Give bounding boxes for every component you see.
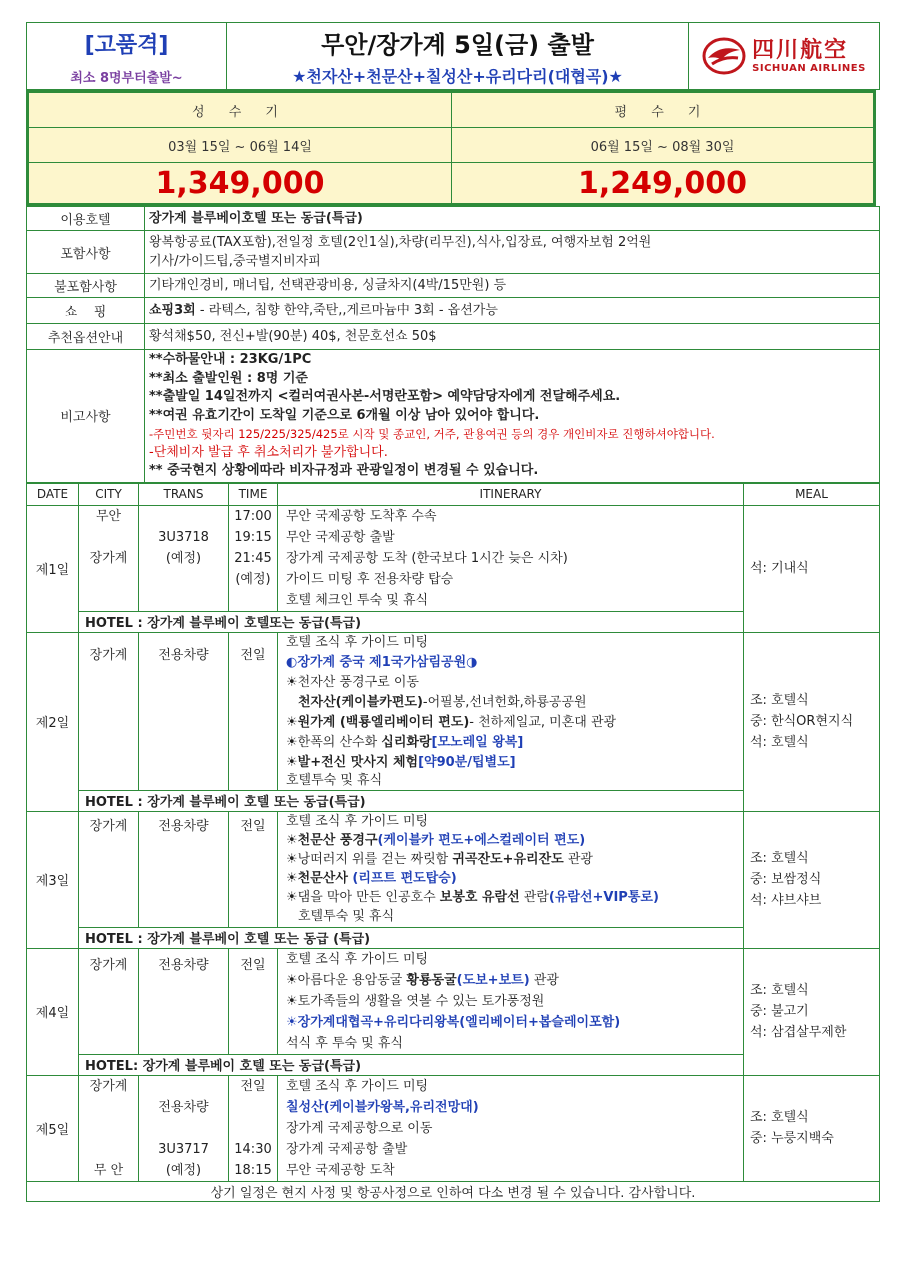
day1-meal: 석: 기내식 bbox=[750, 561, 809, 576]
day5-city-2: 무 안 bbox=[93, 1162, 124, 1178]
airline-name-en: SICHUAN AIRLINES bbox=[752, 62, 866, 74]
day2-item-5a: ☀원가계 (백룡엘리베이터 편도) bbox=[286, 714, 470, 730]
day2-hotel: HOTEL : 장가계 블루베이 호텔 또는 동급(특급) bbox=[79, 790, 744, 811]
day4-item-1: 호텔 조식 후 가이드 미팅 bbox=[286, 951, 429, 967]
day1-city-1: 무안 bbox=[95, 508, 122, 524]
day3-item-2b: (케이블카 편도+에스컬레이터 편도) bbox=[377, 832, 586, 848]
day1-time-2: 19:15 bbox=[234, 529, 272, 545]
note-passport-copy: **출발일 14일전까지 <컬러여권사본-서명란포함> 예약담당자에게 전달해주세요. bbox=[149, 389, 621, 404]
day5-time-3: 18:15 bbox=[234, 1162, 272, 1178]
day3-item-6: 호텔투숙 및 휴식 bbox=[298, 908, 395, 924]
day5-date: 제5일 bbox=[27, 1075, 79, 1181]
day5-item-3: 장가계 국제공항으로 이동 bbox=[286, 1120, 433, 1136]
off-season-price: 1,249,000 bbox=[452, 163, 875, 205]
airline-logo bbox=[689, 23, 880, 90]
day3-item-5b: 보봉호 유람선 bbox=[439, 889, 520, 905]
day3-item-3c: 관광 bbox=[563, 851, 593, 867]
note-regulation: ** 중국현지 상황에따라 비자규정과 관광일정이 변경될 수 있습니다. bbox=[149, 463, 539, 478]
day5-item-5: 무안 국제공항 도착 bbox=[286, 1162, 395, 1178]
page-subtitle: ★천자산+천문산+칠성산+유리다리(대협곡)★ bbox=[292, 67, 623, 86]
day2-item-1: 호텔 조식 후 가이드 미팅 bbox=[286, 634, 429, 650]
col-date: DATE bbox=[27, 483, 79, 505]
peak-season-price: 1,349,000 bbox=[28, 163, 452, 205]
day5-flight-note: (예정) bbox=[165, 1162, 202, 1178]
day4-item-4: ☀장가계대협곡+유리다리왕복(엘리베이터+봅슬레이포함) bbox=[286, 1014, 621, 1030]
day4-item-3: ☀토가족들의 생활을 엿볼 수 있는 토가풍정원 bbox=[286, 993, 545, 1009]
day1-item-3: 장가계 국제공항 도착 (한국보다 1시간 늦은 시차) bbox=[286, 550, 568, 566]
day3-row bbox=[27, 811, 880, 927]
header-table bbox=[26, 22, 880, 90]
options-label: 추천옵션안내 bbox=[27, 324, 145, 350]
itinerary-table bbox=[26, 483, 880, 1202]
day4-item-5: 석식 후 투숙 및 휴식 bbox=[286, 1035, 403, 1051]
day2-item-6b: 십리화랑 bbox=[381, 734, 432, 750]
col-meal: MEAL bbox=[744, 483, 880, 505]
day2-trans: 전용차량 bbox=[139, 632, 229, 790]
day3-item-2a: ☀천문산 풍경구 bbox=[286, 832, 378, 848]
day1-time-1: 17:00 bbox=[234, 508, 272, 524]
options-value: 황석채$50, 전신+발(90분) 40$, 천문호선쇼 50$ bbox=[145, 324, 880, 350]
day4-meal-3: 석: 삼겹살무제한 bbox=[750, 1025, 847, 1040]
note-individual-visa: -주민번호 뒷자리 125/225/325/425로 시작 및 종교인, 거주, 관용여권 등의 경우 개인비자로 진행하셔야합니다. bbox=[149, 427, 715, 441]
day1-flight: 3U3718 bbox=[158, 529, 209, 545]
day3-date: 제3일 bbox=[27, 811, 79, 948]
day2-item-4a: 천자산(케이블카편도) bbox=[298, 694, 423, 710]
day4-date: 제4일 bbox=[27, 948, 79, 1075]
day5-flight: 3U3717 bbox=[158, 1141, 209, 1157]
footer-note: 상기 일정은 현지 사정 및 항공사정으로 인하여 다소 변경 될 수 있습니다. 감사합니다. bbox=[27, 1181, 880, 1201]
day4-item-2b: 황룡동굴 bbox=[406, 972, 457, 988]
day5-item-4: 장가계 국제공항 출발 bbox=[286, 1141, 408, 1157]
day2-item-4b: -어필봉,선녀헌화,하룡공공원 bbox=[422, 694, 587, 710]
tour-brochure bbox=[26, 22, 879, 1202]
day4-meal-2: 중: 불고기 bbox=[750, 1004, 809, 1019]
hotel-label: 이용호텔 bbox=[27, 207, 145, 231]
page-title: 무안/장가계 5일(금) 출발 bbox=[321, 31, 594, 59]
day3-item-5d: (유람선+VIP통로) bbox=[548, 889, 659, 905]
included-label: 포함사항 bbox=[27, 231, 145, 274]
min-pax-text: 최소 8명부터출발~ bbox=[70, 71, 183, 86]
day1-item-2: 무안 국제공항 출발 bbox=[286, 529, 395, 545]
day1-row bbox=[27, 505, 880, 611]
note-group-visa: -단체비자 발급 후 취소처리가 불가합니다. bbox=[149, 444, 388, 460]
day2-item-6c: [모노레일 왕복] bbox=[431, 734, 524, 750]
day5-row bbox=[27, 1075, 880, 1181]
day4-item-2a: ☀아름다운 용암동굴 bbox=[286, 972, 407, 988]
info-table bbox=[26, 206, 880, 483]
header-left bbox=[27, 23, 227, 90]
airline-name-cn: 四川航空 bbox=[752, 37, 849, 63]
excluded-value: 기타개인경비, 매너팁, 선택관광비용, 싱글차지(4박/15만원) 등 bbox=[145, 274, 880, 298]
day5-time-1: 전일 bbox=[240, 1078, 266, 1094]
day5-item-1: 호텔 조식 후 가이드 미팅 bbox=[286, 1078, 429, 1094]
day5-item-2: 칠성산(케이블카왕복,유리전망대) bbox=[286, 1099, 479, 1115]
note-passport-validity: **여권 유효기간이 도착일 기준으로 6개월 이상 남아 있어야 합니다. bbox=[149, 407, 540, 423]
day5-city-1: 장가계 bbox=[89, 1078, 128, 1094]
col-trans: TRANS bbox=[139, 483, 229, 505]
hotel-value: 장가계 블루베이호텔 또는 동급(특급) bbox=[145, 207, 880, 231]
day4-meal-1: 조: 호텔식 bbox=[750, 983, 809, 998]
day5-meal-1: 조: 호텔식 bbox=[750, 1110, 809, 1125]
day3-item-3b: 귀곡잔도+유리잔도 bbox=[452, 851, 564, 867]
day1-hotel: HOTEL : 장가계 블루베이 호텔또는 동급(특급) bbox=[79, 611, 744, 632]
day3-time: 전일 bbox=[229, 811, 278, 927]
day2-date: 제2일 bbox=[27, 632, 79, 811]
note-min-pax: **최소 출발인원 : 8명 기준 bbox=[149, 370, 308, 386]
day1-item-5: 호텔 체크인 투숙 및 휴식 bbox=[286, 592, 429, 608]
day4-trans: 전용차량 bbox=[139, 948, 229, 1054]
day3-meal-3: 석: 샤브샤브 bbox=[750, 893, 822, 908]
day2-item-7b: [약90분/팁별도] bbox=[418, 754, 516, 770]
day4-city: 장가계 bbox=[79, 948, 139, 1054]
peak-season-label: 성 수 기 bbox=[28, 92, 452, 128]
day1-time-3: 21:45 bbox=[234, 550, 272, 566]
day2-meal-3: 석: 호텔식 bbox=[750, 735, 809, 750]
day1-item-4: 가이드 미팅 후 전용차량 탑승 bbox=[286, 571, 454, 587]
day2-item-8: 호텔투숙 및 휴식 bbox=[286, 772, 383, 788]
included-line-1: 왕복항공료(TAX포함),전일정 호텔(2인1실),차량(리무진),식사,입장료, 여행자보험 2억원 bbox=[149, 235, 652, 250]
col-time: TIME bbox=[229, 483, 278, 505]
peak-season-dates: 03월 15일 ~ 06월 14일 bbox=[28, 128, 452, 163]
shopping-value: - 라텍스, 침향 한약,죽탄,,게르마늄中 3회 - 옵션가능 bbox=[195, 303, 498, 318]
day1-time-4: (예정) bbox=[235, 571, 271, 587]
notes-label: 비고사항 bbox=[27, 350, 145, 483]
day1-flight-note: (예정) bbox=[165, 550, 202, 566]
day3-meal-2: 중: 보쌈정식 bbox=[750, 872, 822, 887]
shopping-label: 쇼 핑 bbox=[27, 298, 145, 324]
day2-item-5b: - 천하제일교, 미혼대 관광 bbox=[469, 714, 617, 730]
day2-item-2: ◐장가계 중국 제1국가삼림공원◑ bbox=[286, 654, 478, 670]
day3-item-3a: ☀낭떠러지 위를 걷는 짜릿함 bbox=[286, 851, 453, 867]
off-season-dates: 06월 15일 ~ 08월 30일 bbox=[452, 128, 875, 163]
day3-item-4b: (리프트 편도탑승) bbox=[352, 870, 457, 886]
day3-meal-1: 조: 호텔식 bbox=[750, 851, 809, 866]
day1-city-2: 장가계 bbox=[89, 550, 128, 566]
day2-item-3: ☀천자산 풍경구로 이동 bbox=[286, 674, 419, 690]
shopping-count: 쇼핑3회 bbox=[149, 303, 196, 318]
excluded-label: 불포함사항 bbox=[27, 274, 145, 298]
col-city: CITY bbox=[79, 483, 139, 505]
day3-item-5c: 관람 bbox=[519, 889, 549, 905]
day2-item-7a: ☀발+전신 맛사지 체험 bbox=[286, 754, 419, 770]
day5-time-2: 14:30 bbox=[234, 1141, 272, 1157]
day1-date: 제1일 bbox=[27, 505, 79, 632]
day5-trans-1: 전용차량 bbox=[158, 1099, 209, 1115]
note-baggage: **수하물안내 : 23KG/1PC bbox=[149, 352, 312, 367]
day3-hotel: HOTEL : 장가계 블루베이 호텔 또는 동급 (특급) bbox=[79, 927, 744, 948]
day5-meal-2: 중: 누룽지백숙 bbox=[750, 1131, 834, 1146]
day4-item-2c: (도보+보트) bbox=[456, 972, 530, 988]
day2-city: 장가계 bbox=[79, 632, 139, 790]
price-table bbox=[26, 90, 876, 206]
day4-row bbox=[27, 948, 880, 1054]
day2-meal-1: 조: 호텔식 bbox=[750, 693, 809, 708]
day2-time: 전일 bbox=[229, 632, 278, 790]
day4-time: 전일 bbox=[229, 948, 278, 1054]
day3-item-4a: ☀천문산사 bbox=[286, 870, 353, 886]
off-season-label: 평 수 기 bbox=[452, 92, 875, 128]
day3-item-1: 호텔 조식 후 가이드 미팅 bbox=[286, 813, 429, 829]
day4-hotel: HOTEL: 장가계 블루베이 호텔 또는 동급(특급) bbox=[79, 1054, 744, 1075]
day2-row bbox=[27, 632, 880, 790]
col-itinerary: ITINERARY bbox=[278, 483, 744, 505]
sichuan-airlines-bird-icon bbox=[702, 36, 746, 76]
header-center bbox=[227, 23, 689, 90]
included-line-2: 기사/가이드팁,중국별지비자피 bbox=[149, 254, 321, 269]
day2-item-6a: ☀한폭의 산수화 bbox=[286, 734, 382, 750]
day1-item-1: 무안 국제공항 도착후 수속 bbox=[286, 508, 437, 524]
day2-meal-2: 중: 한식OR현지식 bbox=[750, 714, 854, 729]
day4-item-2d: 관광 bbox=[529, 972, 559, 988]
day3-item-5a: ☀댐을 막아 만든 인공호수 bbox=[286, 889, 440, 905]
day3-trans: 전용차량 bbox=[139, 811, 229, 927]
day3-city: 장가계 bbox=[79, 811, 139, 927]
grade-tag: [고품격] bbox=[84, 33, 169, 58]
